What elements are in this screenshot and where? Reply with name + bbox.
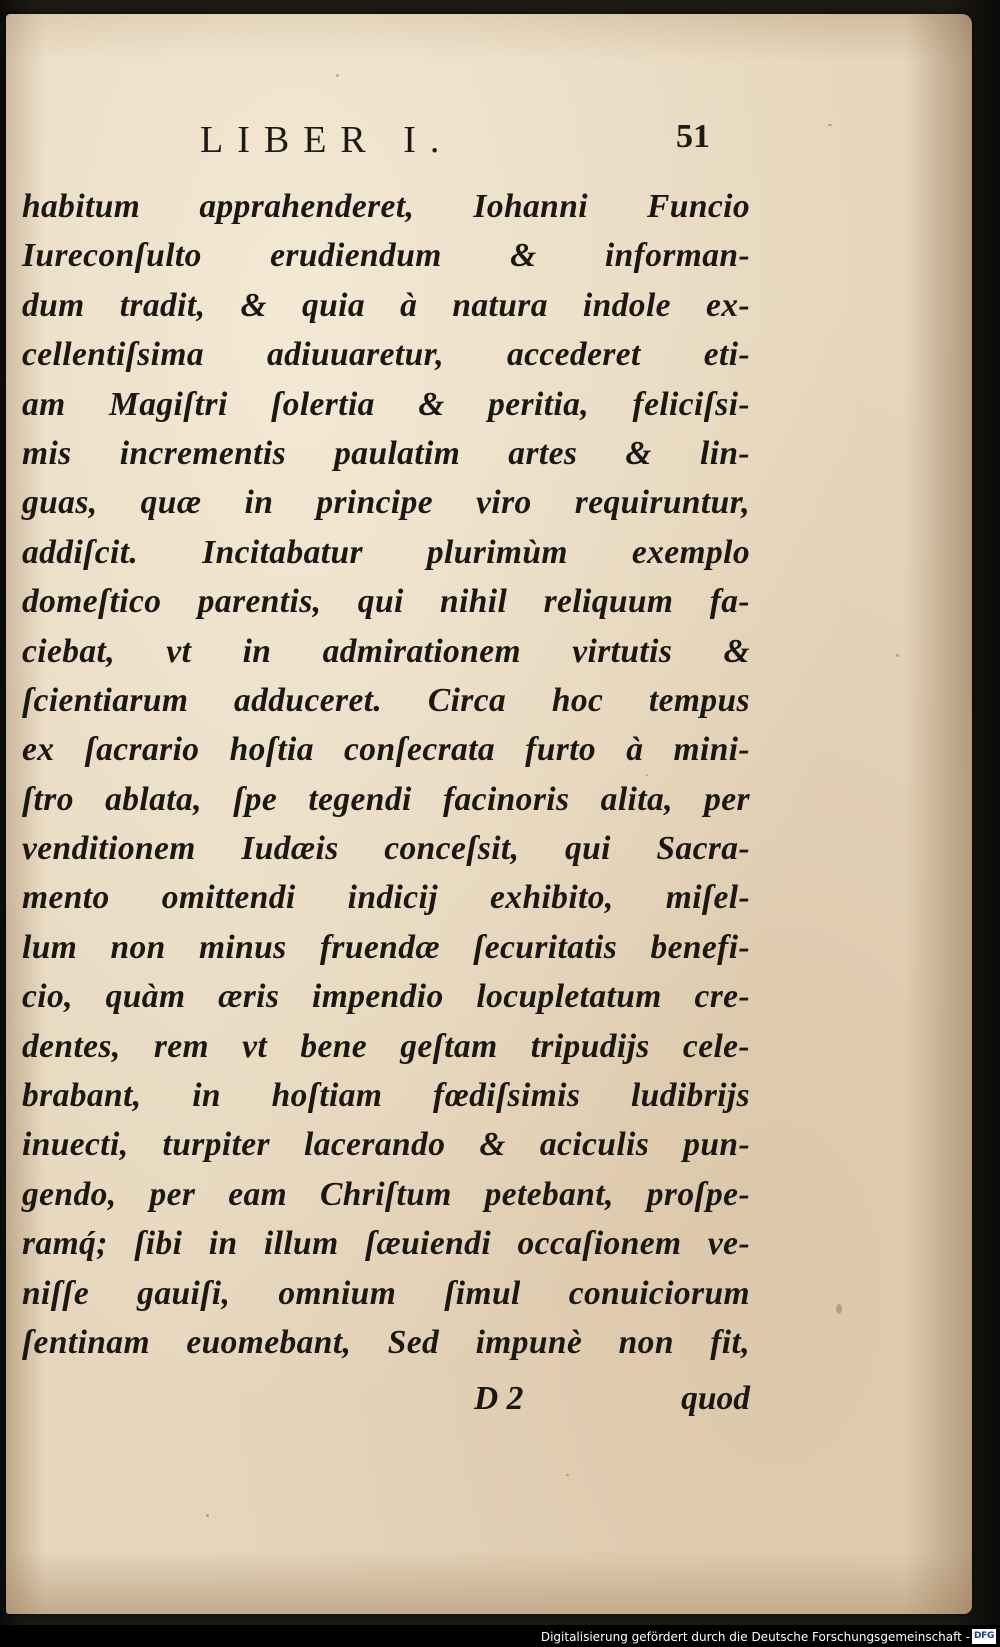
text-line: brabant, in hoſtiam fœdiſsimis ludibrijs	[22, 1077, 750, 1115]
text-line: cellentiſsima adiuuaretur, accederet eti-	[22, 336, 750, 374]
footer-bar	[0, 1625, 1000, 1647]
text-line: domeſtico parentis, qui nihil reliquum fa-	[22, 583, 750, 621]
text-line: am Magiſtri ſolertia & peritia, feliciſsi-	[22, 385, 750, 423]
text-line: ciebat, vt in admirationem virtutis &	[22, 632, 750, 670]
text-line: addiſcit. Incitabatur plurimùm exemplo	[22, 533, 750, 571]
text-line: venditionem Iudæis conceſsit, qui Sacra-	[22, 830, 750, 868]
text-line: gendo, per eam Chriſtum petebant, proſpe-	[22, 1175, 750, 1213]
paper-speck	[828, 124, 832, 126]
text-line: cio, quàm æris impendio locupletatum cre-	[22, 978, 750, 1016]
text-line: guas, quæ in principe viro requiruntur,	[22, 484, 750, 522]
running-title: LIBER I.	[200, 119, 454, 161]
paper-speck	[896, 654, 899, 657]
text-line: niſſe gauiſi, omnium ſimul conuiciorum	[22, 1274, 750, 1312]
text-line: habitum apprahenderet, Iohanni Funcio	[22, 188, 750, 225]
paper-speck	[206, 1514, 209, 1517]
catchword: quod	[681, 1380, 750, 1417]
dfg-logo: DFG	[972, 1629, 996, 1644]
footer-credit: Digitalisierung gefördert durch die Deutsche Forschungsgemeinschaft -	[540, 1630, 970, 1644]
text-line: mis incrementis paulatim artes & lin-	[22, 434, 750, 472]
paper-speck	[566, 1474, 569, 1476]
text-line: ſtro ablata, ſpe tegendi facinoris alita, per	[22, 780, 750, 818]
text-line: dentes, rem vt bene geſtam tripudijs cele-	[22, 1027, 750, 1065]
text-line: Iureconſulto erudiendum & informan-	[22, 237, 750, 275]
signature-mark: D 2	[474, 1380, 524, 1417]
text-line: ſentinam euomebant, Sed impunè non fit,	[22, 1323, 750, 1361]
text-line: mento omittendi indicij exhibito, miſel-	[22, 879, 750, 917]
text-line: ramq́; ſibi in illum ſæuiendi occaſionem ve-	[22, 1225, 750, 1263]
body-text	[22, 182, 750, 1367]
catch-line	[22, 1380, 750, 1430]
paper-speck	[336, 74, 339, 77]
text-line: ſcientiarum adduceret. Circa hoc tempus	[22, 681, 750, 719]
folio-number: 51	[676, 118, 710, 155]
text-line: inuecti, turpiter lacerando & aciculis pun-	[22, 1126, 750, 1164]
text-line: lum non minus fruendæ ſecuritatis benefi-	[22, 928, 750, 966]
text-line: dum tradit, & quia à natura indole ex-	[22, 286, 750, 324]
running-head	[200, 118, 720, 178]
text-line: ex ſacrario hoſtia conſecrata furto à mini-	[22, 731, 750, 769]
paper-speck	[836, 1304, 842, 1314]
